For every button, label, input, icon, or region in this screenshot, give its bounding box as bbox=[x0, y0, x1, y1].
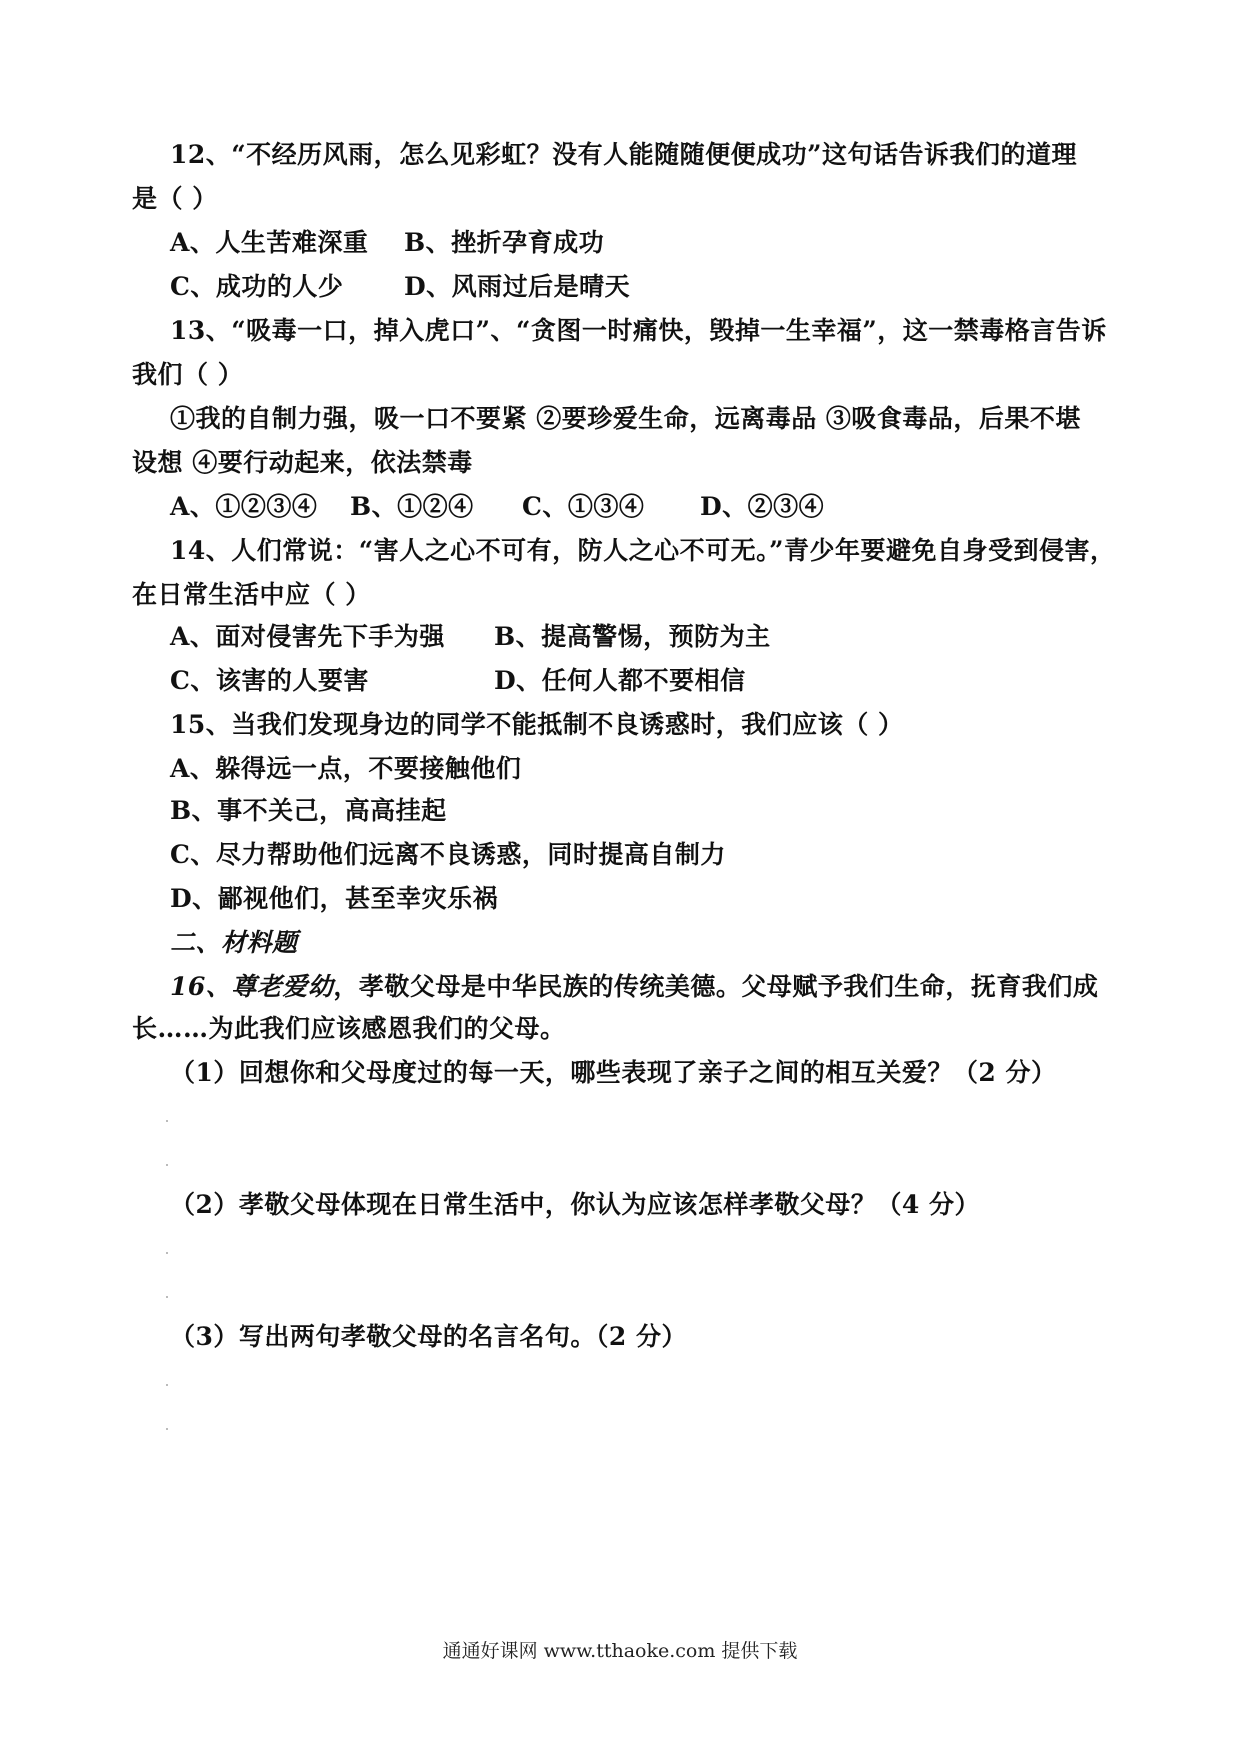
q15-stem: 15、当我们发现身边的同学不能抵制不良诱惑时，我们应该（ ） bbox=[170, 710, 904, 739]
q13-option-d: D、②③④ bbox=[700, 492, 825, 521]
q14-option-c: C、该害的人要害 bbox=[170, 666, 369, 695]
scan-speck bbox=[166, 1164, 168, 1166]
scan-speck bbox=[166, 1120, 168, 1122]
q12-option-b: B、挫折孕育成功 bbox=[404, 228, 605, 257]
q16-line1-rest: ，孝敬父母是中华民族的传统美德。父母赋予我们生命，抚育我们成 bbox=[333, 972, 1099, 1001]
q13-stem-line1: 13、“吸毒一口，掉入虎口”、“贪图一时痛快，毁掉一生幸福”，这一禁毒格言告诉 bbox=[170, 316, 1107, 345]
scan-speck bbox=[166, 1428, 168, 1430]
q12-stem-line1: 12、“不经历风雨，怎么见彩虹？没有人能随随便便成功”这句话告诉我们的道理 bbox=[170, 140, 1078, 169]
q13-option-c: C、①③④ bbox=[522, 492, 645, 521]
q13-stem-line2: 我们（ ） bbox=[132, 360, 244, 389]
q13-items-line1: ①我的自制力强，吸一口不要紧 ②要珍爱生命，远离毒品 ③吸食毒品，后果不堪 bbox=[170, 404, 1081, 433]
q16-sub2: （2）孝敬父母体现在日常生活中，你认为应该怎样孝敬父母？（4 分） bbox=[170, 1190, 980, 1219]
section-heading: 二、材料题 bbox=[170, 928, 298, 957]
q16-sub1: （1）回想你和父母度过的每一天，哪些表现了亲子之间的相互关爱？（2 分） bbox=[170, 1058, 1057, 1087]
footer-source: 通通好课网 www.tthaoke.com 提供下载 bbox=[442, 1640, 798, 1662]
scan-speck bbox=[166, 1252, 168, 1254]
scan-speck bbox=[166, 1384, 168, 1386]
q12-option-c: C、成功的人少 bbox=[170, 272, 344, 301]
scan-speck bbox=[166, 1296, 168, 1298]
q14-option-d: D、任何人都不要相信 bbox=[494, 666, 746, 695]
q12-stem-line2: 是（ ） bbox=[132, 184, 218, 213]
q16-number: 16、 bbox=[170, 972, 232, 1001]
q14-option-b: B、提高警惕，预防为主 bbox=[494, 622, 771, 651]
q16-lead: 尊老爱幼 bbox=[231, 972, 334, 1001]
q15-option-b: B、事不关己，高高挂起 bbox=[170, 796, 447, 825]
q16-line2: 长……为此我们应该感恩我们的父母。 bbox=[132, 1014, 566, 1043]
q14-option-a: A、面对侵害先下手为强 bbox=[170, 622, 445, 651]
q14-stem-line2: 在日常生活中应（ ） bbox=[132, 580, 371, 609]
q15-option-c: C、尽力帮助他们远离不良诱惑，同时提高自制力 bbox=[170, 840, 726, 869]
q13-option-b: B、①②④ bbox=[350, 492, 474, 521]
q16-sub3: （3）写出两句孝敬父母的名言名句。（2 分） bbox=[170, 1322, 687, 1351]
q15-option-a: A、躲得远一点，不要接触他们 bbox=[170, 754, 522, 783]
q15-option-d: D、鄙视他们，甚至幸灾乐祸 bbox=[170, 884, 499, 913]
q12-option-a: A、人生苦难深重 bbox=[170, 228, 369, 257]
q12-option-d: D、风雨过后是晴天 bbox=[404, 272, 631, 301]
q13-option-a: A、①②③④ bbox=[170, 492, 318, 521]
q16-line1 bbox=[170, 970, 1098, 1004]
q14-stem-line1: 14、人们常说：“害人之心不可有，防人之心不可无。”青少年要避免自身受到侵害， bbox=[170, 536, 1116, 565]
q13-items-line2: 设想 ④要行动起来，依法禁毒 bbox=[132, 448, 473, 477]
